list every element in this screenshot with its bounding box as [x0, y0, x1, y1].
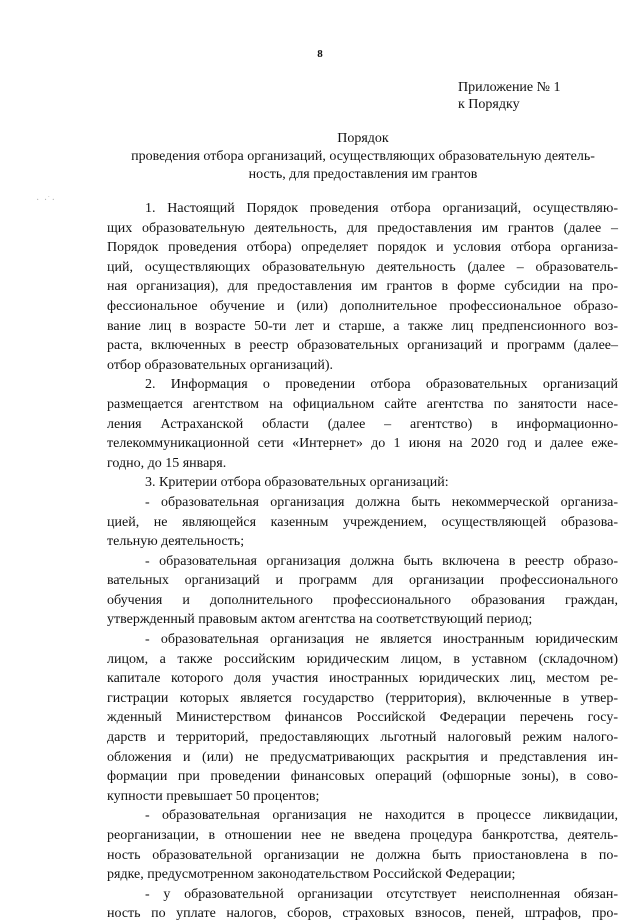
document-title — [108, 130, 618, 184]
body-line: вательных организаций и программ для организации профессионального — [107, 573, 618, 589]
appendix-reference — [458, 79, 561, 113]
body-line: - образовательная организация должна быть некоммерческой организа- — [145, 494, 618, 510]
body-line: дарств и территорий, предоставляющих льготный налоговый режим налого- — [107, 730, 618, 746]
body-line: ления Астраханской области (далее – агентство) в информационно- — [107, 416, 618, 432]
body-line: Порядок проведения отбора) определяет порядок и условия отбора организа- — [107, 240, 618, 256]
body-line: ность по уплате налогов, сборов, страховых взносов, пеней, штрафов, про- — [107, 906, 618, 922]
body-line: отбор образовательных организаций). — [107, 357, 334, 373]
page-number: 8 — [317, 48, 323, 60]
body-line: тельную деятельность; — [107, 534, 245, 550]
body-line: размещается агентством на официальном сайте агентства по занятости насе- — [107, 396, 618, 412]
body-line: - у образовательной организации отсутствует неисполненная обязан- — [145, 886, 618, 902]
body-line: ная организация), для предоставления им грантов в форме субсидии на про- — [107, 279, 618, 295]
body-line: - образовательная организация не находится в процессе ликвидации, — [145, 808, 618, 824]
appendix-line-1: Приложение № 1 — [458, 80, 561, 95]
body-line: годно, до 15 января. — [107, 455, 227, 471]
body-line: телекоммуникационной сети «Интернет» до 1 июня на 2020 год и далее еже- — [107, 436, 618, 452]
title-line-1: Порядок — [337, 131, 389, 146]
appendix-line-2: к Порядку — [458, 97, 520, 112]
body-line: фессиональное обучение и (или) дополнительное профессиональное образо- — [107, 298, 618, 314]
body-line: раста, включенных в реестр образовательных организаций и программ (далее– — [107, 338, 618, 354]
body-line: обучения и дополнительного профессионального образования граждан, — [107, 592, 618, 608]
scan-speck-mark: · ·͘ · — [36, 195, 56, 206]
body-line: рядке, предусмотренном законодательством Российской Федерации; — [107, 867, 516, 883]
body-line: ций, осуществляющих образовательную деятельность (далее – образователь- — [107, 259, 618, 275]
title-line-2: проведения отбора организаций, осуществляющих образовательную деятель- — [131, 149, 595, 164]
body-line: 3. Критерии отбора образовательных организаций: — [145, 475, 449, 491]
body-line: - образовательная организация должна быть включена в реестр образо- — [145, 553, 618, 569]
title-line-3: ность, для предоставления им грантов — [248, 167, 478, 182]
body-line: обложения и (или) не предусматривающих раскрытия и представления ин- — [107, 749, 618, 765]
body-line: цией, не являющейся казенным учреждением, осуществляющей образова- — [107, 514, 618, 530]
body-line: 1. Настоящий Порядок проведения отбора организаций, осуществляю- — [145, 201, 618, 216]
body-line: вание лиц в возрасте 50-ти лет и старше, а также лиц предпенсионного воз- — [107, 318, 618, 334]
body-line: гистрации которых является государство (территория), включенные в утвер- — [107, 690, 618, 706]
body-line: капитале которого доля участия иностранных юридических лиц, местом ре- — [107, 671, 618, 687]
body-line: жденный Министерством финансов Российской Федерации перечень госу- — [107, 710, 618, 726]
body-line: щих образовательную деятельность, для предоставления им грантов (далее – — [107, 220, 618, 236]
body-line: купности превышает 50 процентов; — [107, 788, 320, 804]
body-line: - образовательная организация не является иностранным юридическим — [145, 632, 618, 648]
body-line: 2. Информация о проведении отбора образовательных организаций — [145, 377, 618, 393]
document-body — [107, 199, 618, 924]
body-line: утвержденный правовым актом агентства на соответствующий период; — [107, 612, 533, 628]
body-line: формации при проведении финансовых операций (офшорные зоны), в сово- — [107, 769, 618, 785]
body-line: реорганизации, в отношении нее не введена процедура банкротства, деятель- — [107, 828, 618, 843]
body-line: ность образовательной организации не должна быть приостановлена в по- — [107, 847, 618, 863]
body-line: лицом, а также российским юридическим лицом, в уставном (складочном) — [107, 651, 618, 667]
